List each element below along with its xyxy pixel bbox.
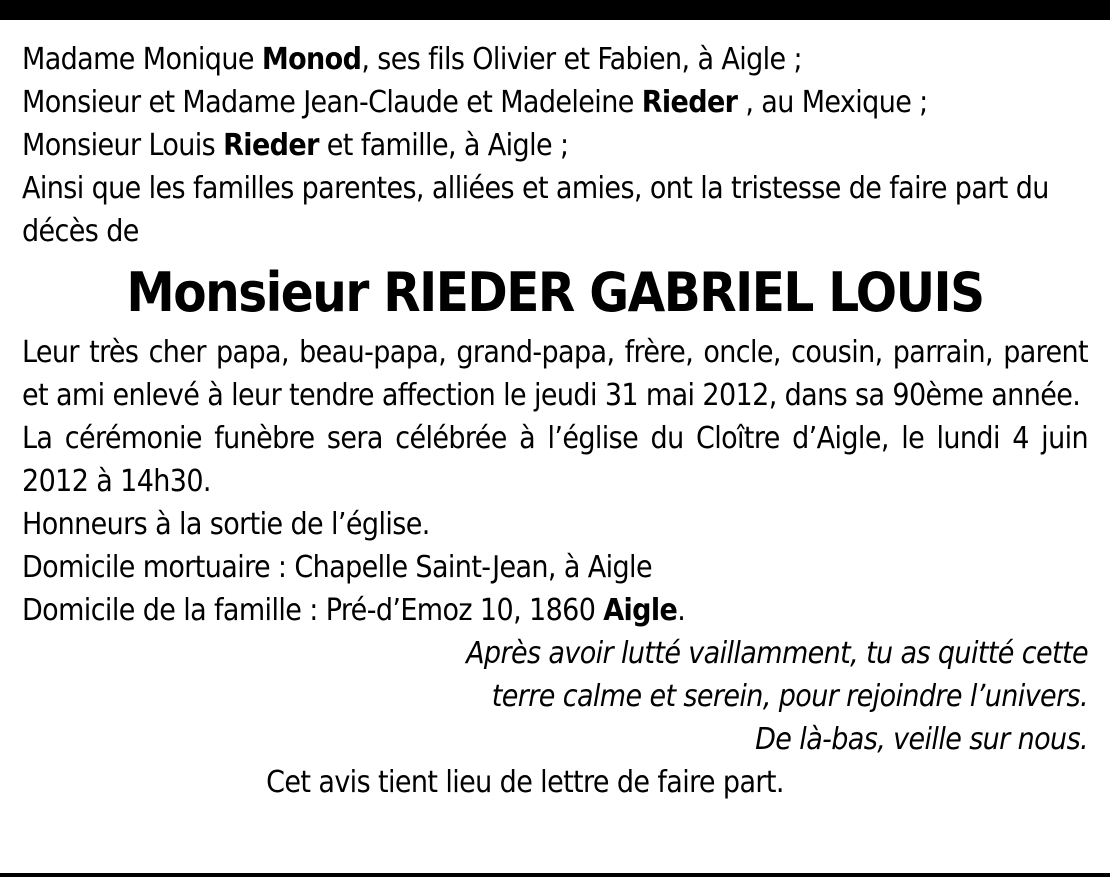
deceased-name: Monsieur RIEDER GABRIEL LOUIS [126,261,984,324]
address-town: Aigle [603,593,678,628]
family-line-text: Monsieur Louis [22,128,224,163]
top-rule [0,0,1110,20]
domicile-famille-line [22,589,1088,632]
poem-line-2: terre calme et serein, pour rejoindre l’univers. [491,679,1088,714]
announcement-text: Ainsi que les familles parentes, alliées et amies, ont la tristesse de faire part du décès de [22,171,1049,249]
ceremony-paragraph: La cérémonie funèbre sera célébrée à l’église du Cloître d’Aigle, le lundi 4 juin 2012 à 14h30. [22,421,1088,499]
family-line-text: , ses fils Olivier et Fabien, à Aigle ; [361,42,803,77]
family-line-rieder-mexique [22,81,1088,124]
poem-line-3: De là-bas, veille sur nous. [755,722,1088,757]
bottom-rule [0,873,1110,877]
notice-footer: Cet avis tient lieu de lettre de faire part. [266,765,784,800]
honneurs-line: Honneurs à la sortie de l’église. [22,507,430,542]
domicile-mortuaire-line: Domicile mortuaire : Chapelle Saint-Jean, à Aigle [22,550,652,585]
family-surname: Rieder [641,85,738,120]
tribute-paragraph: Leur très cher papa, beau-papa, grand-papa, frère, oncle, cousin, parrain, parent et ami enlevé à leur tendre affection le jeudi 31 mai 2012, dans sa 90ème année. [22,335,1088,413]
family-surname: Rieder [223,128,319,163]
family-line-text: , au Mexique ; [737,85,928,120]
family-line-monod [22,38,1088,81]
address-text: . [677,593,686,628]
family-line-text: Monsieur et Madame Jean-Claude et Madeleine [22,85,642,120]
address-text: Domicile de la famille : Pré-d’Emoz 10, 1860 [22,593,604,628]
obituary-notice [22,38,1088,804]
family-line-text: et famille, à Aigle ; [318,128,569,163]
family-surname: Monod [261,42,362,77]
family-line-text: Madame Monique [22,42,262,77]
poem-line-1: Après avoir lutté vaillamment, tu as quitté cette [466,636,1088,671]
family-line-louis-rieder [22,124,1088,167]
